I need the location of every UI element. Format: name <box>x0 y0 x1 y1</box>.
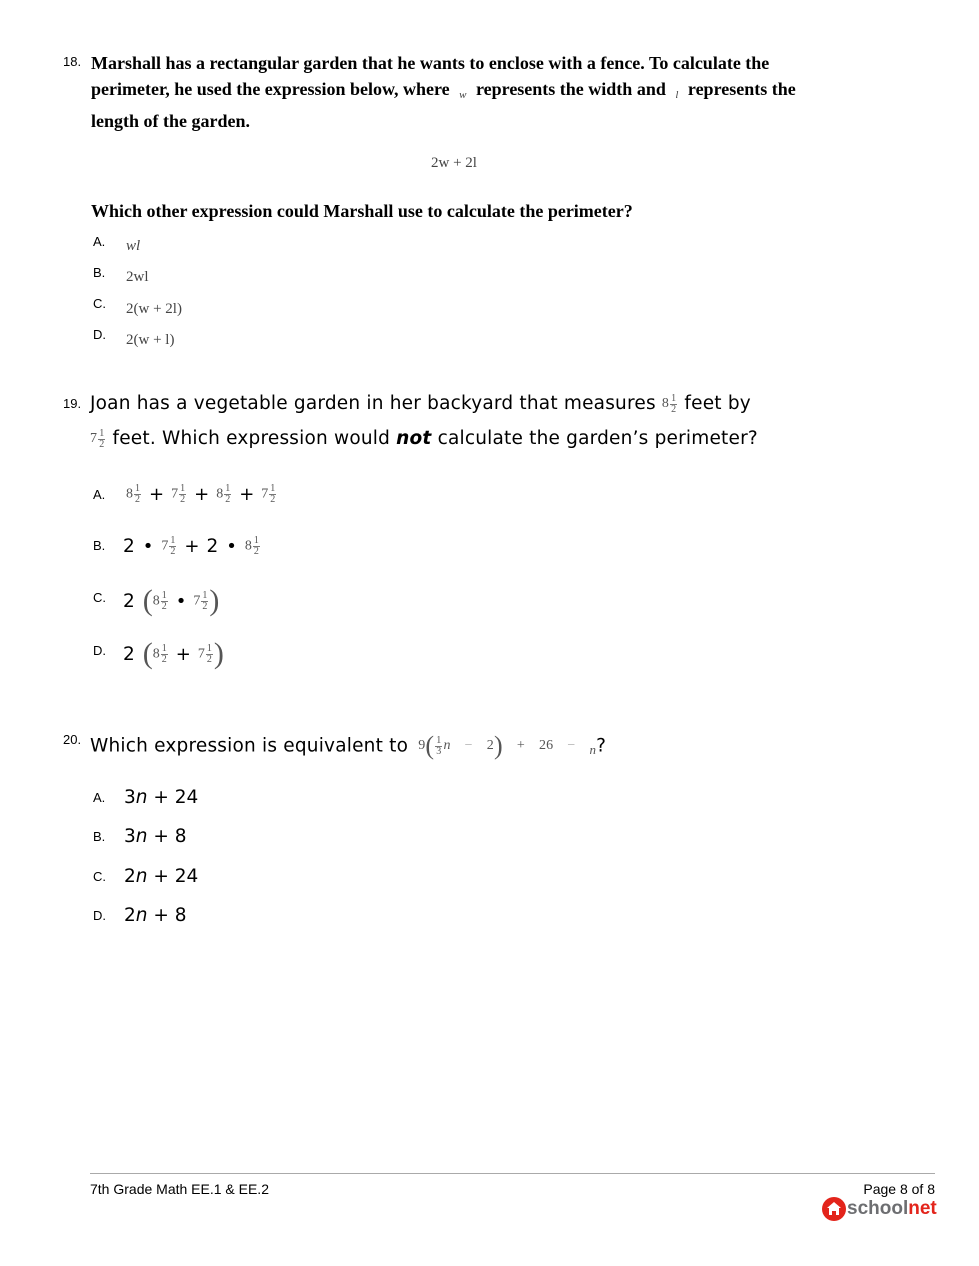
footer-title: 7th Grade Math EE.1 & EE.2 <box>90 1181 269 1197</box>
option-label: D. <box>93 327 106 342</box>
answer-option[interactable]: 8 $\frac{1}{2}$ + 7 $\frac{1}{2}$ + 8 $\frac{1}{2}$ + 7 $\frac{1}{2}$ <box>126 483 276 505</box>
option-label: A. <box>93 487 106 502</box>
q19-line-1: Joan has a vegetable garden in her backyard that measures 8 $\frac{1}{2}$ feet by <box>90 392 751 415</box>
variable-w: w <box>459 89 467 101</box>
q18-line-3: length of the garden. <box>91 111 250 131</box>
option-label: B. <box>93 829 106 844</box>
q18-question: Which other expression could Marshall use to calculate the perimeter? <box>91 201 633 221</box>
answer-option[interactable]: 2(w + 2l) <box>126 301 182 317</box>
answer-option[interactable]: 2wl <box>126 269 149 285</box>
answer-option[interactable]: wl <box>126 238 141 254</box>
option-label: C. <box>93 590 106 605</box>
question-number: 19. <box>63 396 82 411</box>
answer-option[interactable]: 3n + 8 <box>124 826 187 847</box>
answer-option[interactable]: 2 • 7 $\frac{1}{2}$ + 2 • 8 $\frac{1}{2}$ <box>123 535 259 557</box>
expression: 9( $\frac{1}{3}$ n − 2) + 26 − n <box>418 731 597 760</box>
mixed-number: 7 $\frac{1}{2}$ <box>90 427 105 450</box>
page-number: Page 8 of 8 <box>863 1181 935 1197</box>
q20-question: Which expression is equivalent to 9( $\frac{1}{3}$ n − 2) + 26 − n? <box>90 731 607 760</box>
q19-line-2: 7 $\frac{1}{2}$ feet. Which expression would not calculate the garden’s perimeter? <box>90 427 758 450</box>
emphasis-not: not <box>396 428 432 449</box>
schoolnet-logo: schoolnet <box>821 1196 937 1222</box>
option-label: A. <box>93 234 106 249</box>
q18-line-1: Marshall has a rectangular garden that he wants to enclose with a fence. To calculate the <box>91 53 770 73</box>
option-label: B. <box>93 265 106 280</box>
answer-option[interactable]: 2 (8 $\frac{1}{2}$ + 7 $\frac{1}{2}$ ) <box>123 637 224 670</box>
option-label: C. <box>93 869 106 884</box>
answer-option[interactable]: 2 (8 $\frac{1}{2}$ • 7 $\frac{1}{2}$ ) <box>123 584 220 617</box>
option-label: D. <box>93 908 106 923</box>
given-expression: 2w + 2l <box>431 155 477 171</box>
variable-l: l <box>675 89 679 101</box>
question-18-text <box>91 50 851 134</box>
option-label: C. <box>93 296 106 311</box>
q18-line-2: perimeter, he used the expression below, where w represents the width and l represents the <box>91 79 796 101</box>
answer-option[interactable]: 2(w + l) <box>126 332 175 348</box>
mixed-number: 8 $\frac{1}{2}$ <box>661 392 677 415</box>
option-label: B. <box>93 538 106 553</box>
option-label: A. <box>93 790 106 805</box>
house-icon <box>821 1196 847 1222</box>
option-label: D. <box>93 643 106 658</box>
question-number: 18. <box>63 54 82 69</box>
question-number: 20. <box>63 732 82 747</box>
footer-divider <box>90 1173 935 1174</box>
answer-option[interactable]: 3n + 24 <box>124 787 199 808</box>
answer-option[interactable]: 2n + 8 <box>124 905 187 926</box>
answer-option[interactable]: 2n + 24 <box>124 866 199 887</box>
